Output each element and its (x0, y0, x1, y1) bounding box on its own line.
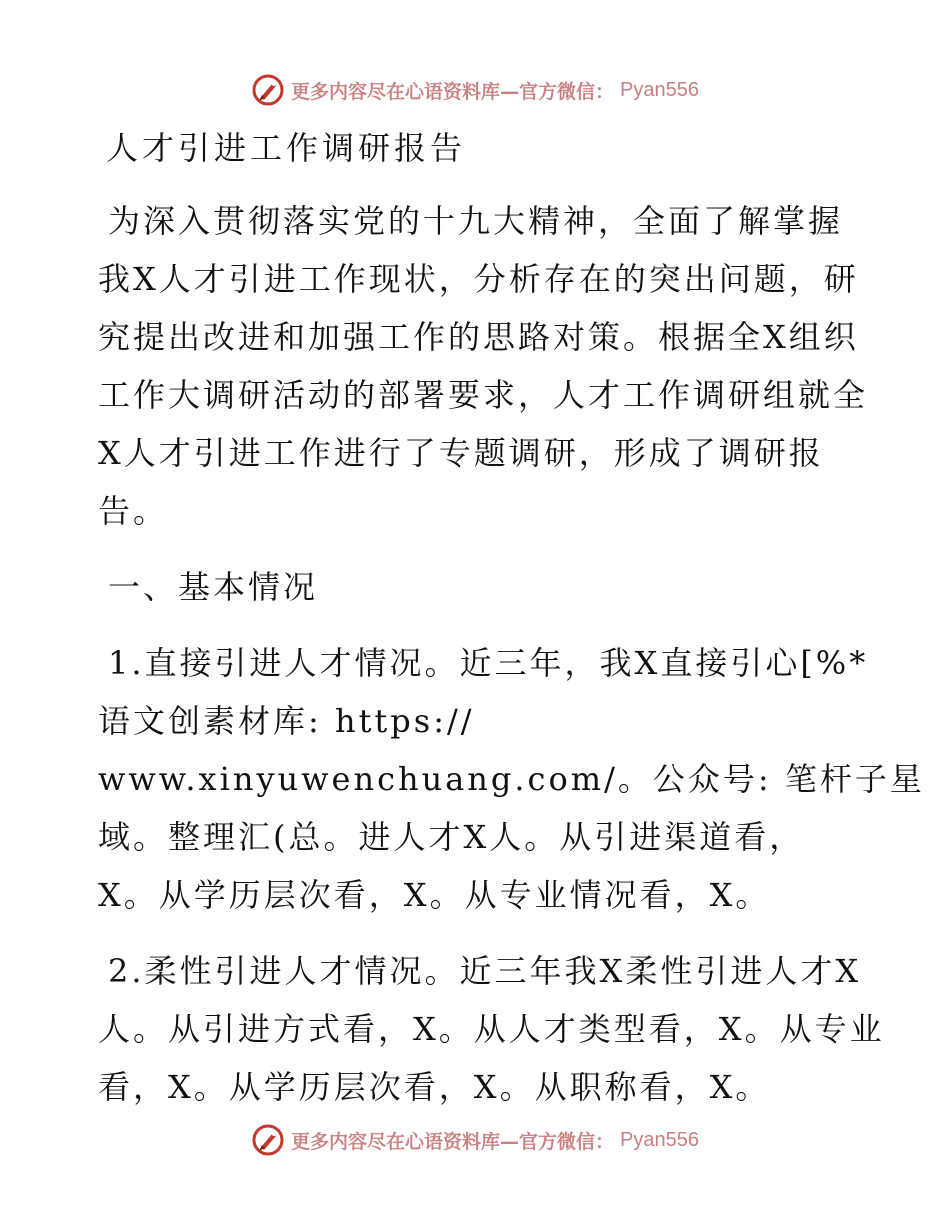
paragraph-flexible-talent (98, 942, 885, 1116)
intro-line: 为深入贯彻落实党的十九大精神，全面了解掌握 (108, 202, 844, 240)
pen-logo-icon (251, 1123, 285, 1157)
paragraph-direct-talent (98, 634, 925, 924)
watermark-text: 更多内容尽在心语资料库—官方微信： (291, 1130, 615, 1153)
para1-line: 域。整理汇(总。进人才X人。从引进渠道看， (98, 818, 805, 856)
intro-line: 究提出改进和加强工作的思路对策。根据全X组织 (98, 318, 859, 356)
intro-paragraph (98, 192, 869, 540)
footer-watermark (0, 1120, 950, 1160)
para2-line: 人。从引进方式看，X。从人才类型看，X。从专业 (98, 1010, 885, 1048)
para1-line: www.xinyuwenchuang.com/。公众号: 笔杆子星 (98, 760, 925, 798)
watermark-wechat-id: Pyan556 (620, 78, 699, 101)
header-watermark (0, 70, 950, 110)
section-heading: 一、基本情况 (108, 568, 319, 606)
intro-line: X人才引进工作进行了专题调研，形成了调研报 (98, 434, 824, 472)
watermark-wechat-id: Pyan556 (620, 1128, 699, 1151)
document-title: 人才引进工作调研报告 (106, 129, 467, 167)
watermark-text: 更多内容尽在心语资料库—官方微信： (291, 80, 615, 103)
para2-line: 2.柔性引进人才情况。近三年我X柔性引进人才X (108, 952, 862, 990)
intro-line: 告。 (98, 492, 169, 530)
para1-line: 语文创素材库: https:// (98, 702, 475, 740)
para2-line: 看，X。从学历层次看，X。从职称看，X。 (98, 1068, 771, 1106)
para1-line: 1.直接引进人才情况。近三年，我X直接引心[%* (108, 644, 869, 682)
intro-line: 工作大调研活动的部署要求，人才工作调研组就全 (98, 376, 869, 414)
intro-line: 我X人才引进工作现状，分析存在的突出问题，研 (98, 260, 859, 298)
section-heading-container (98, 558, 858, 616)
para1-line: X。从学历层次看，X。从专业情况看，X。 (98, 876, 771, 914)
pen-logo-icon (251, 73, 285, 107)
